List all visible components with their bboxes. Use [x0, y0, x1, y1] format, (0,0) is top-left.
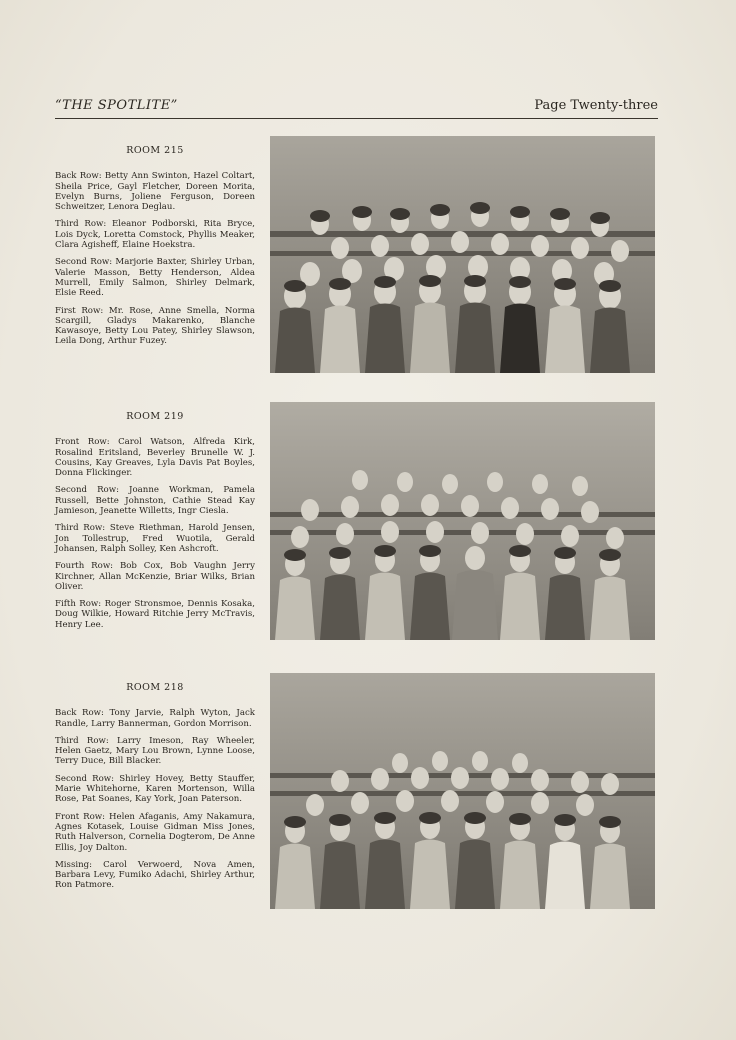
row-caption: Third Row: Steve Riethman, Harold Jensen, Jon Tollestrup, Fred Wuotila, Gerald Johansen, Ralph Solley, Ken Ashcroft. [55, 523, 255, 554]
running-header [55, 98, 658, 119]
row-caption: Back Row: Betty Ann Swinton, Hazel Coltart, Sheila Price, Gayl Fletcher, Doreen Morita, Evelyn Burns, Joliene Ferguson, Doreen Schweitzer, Lenora Deglau. [55, 171, 255, 213]
row-caption: Front Row: Carol Watson, Alfreda Kirk, Rosalind Eritsland, Beverley Brunelle W. J. Cousins, Kay Greaves, Lyla Davis Pat Boyles, Donna Flickinger. [55, 437, 255, 479]
row-caption: Missing: Carol Verwoerd, Nova Amen, Barbara Levy, Fumiko Adachi, Shirley Arthur, Ron Patmore. [55, 859, 255, 891]
row-caption: Fifth Row: Roger Stronsmoe, Dennis Kosaka, Doug Wilkie, Howard Ritchie Jerry McTravis, Henry Lee. [55, 599, 255, 630]
room-title: ROOM 219 [126, 411, 184, 422]
class-photo-room-215 [270, 136, 655, 373]
caption-column [55, 673, 255, 898]
class-photo-room-219 [270, 402, 655, 640]
row-caption: Second Row: Shirley Hovey, Betty Stauffer, Marie Whitehorne, Karen Mortenson, Willa Rose, Pat Soanes, Kay York, Joan Paterson. [55, 773, 255, 805]
row-caption: First Row: Mr. Rose, Anne Smella, Norma Scargill, Gladys Makarenko, Blanche Kawasoye, Betty Lou Patey, Shirley Slawson, Leila Dong, Arthur Fuzey. [55, 305, 255, 347]
class-photo-room-218 [270, 673, 655, 909]
caption-column [55, 136, 255, 354]
publication-title: “THE SPOTLITE” [55, 98, 178, 113]
caption-column [55, 402, 255, 637]
row-caption: Second Row: Joanne Workman, Pamela Russell, Bette Johnston, Cathie Stead Kay Jamieson, Jeanette Willetts, Ingr Ciesla. [55, 485, 255, 517]
row-caption: Back Row: Tony Jarvie, Ralph Wyton, Jack Randle, Larry Bannerman, Gordon Morrison. [55, 708, 255, 729]
row-caption: Third Row: Eleanor Podborski, Rita Bryce, Lois Dyck, Loretta Comstock, Phyllis Meaker, Clara Agisheff, Elaine Hoekstra. [55, 219, 255, 251]
row-caption: Fourth Row: Bob Cox, Bob Vaughn Jerry Kirchner, Allan McKenzie, Briar Wilks, Brian Oliver. [55, 561, 255, 592]
room-title: ROOM 218 [126, 682, 184, 693]
row-caption: Third Row: Larry Imeson, Ray Wheeler, Helen Gaetz, Mary Lou Brown, Lynne Loose, Terry Duce, Bill Blacker. [55, 735, 255, 767]
row-caption: Front Row: Helen Afaganis, Amy Nakamura, Agnes Kotasek, Louise Gidman Miss Jones, Ruth Halverson, Cornelia Dogterom, De Anne Ellis, Joy Dalton. [55, 811, 255, 853]
row-caption: Second Row: Marjorie Baxter, Shirley Urban, Valerie Masson, Betty Henderson, Aldea Murrell, Emily Salmon, Shirley Delmark, Elsie Reed. [55, 257, 255, 299]
room-title: ROOM 215 [126, 145, 184, 156]
page-number: Page Twenty-three [534, 98, 658, 113]
